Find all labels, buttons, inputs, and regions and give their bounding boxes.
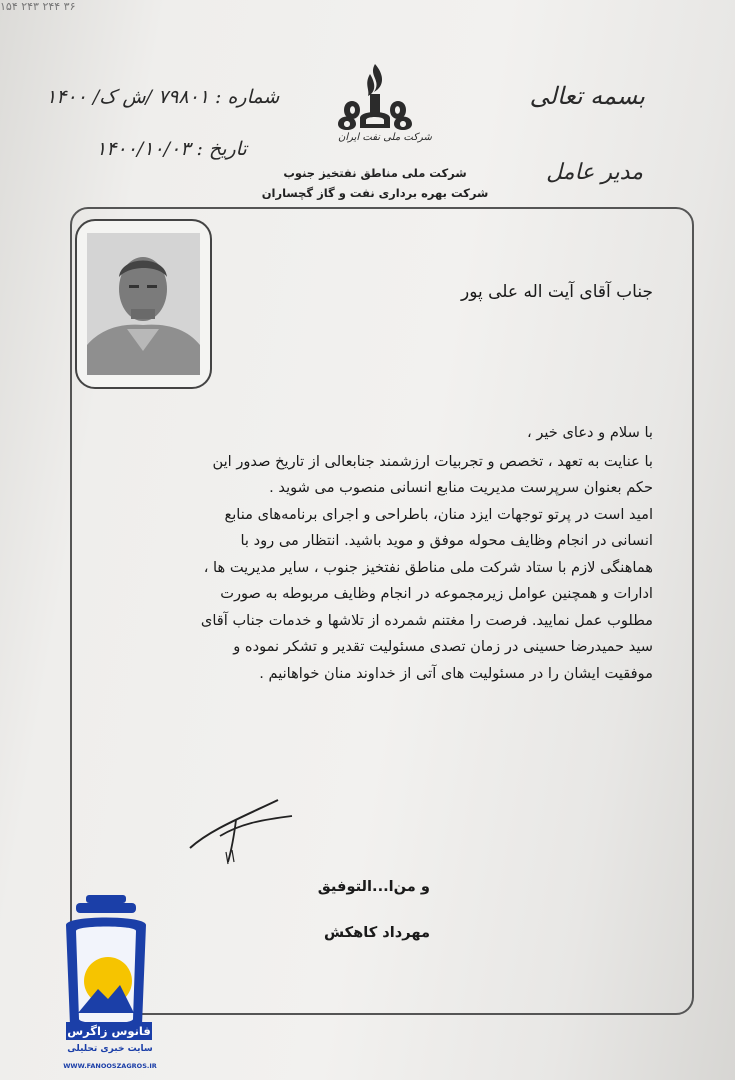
closing-phrase: و من‌ا...التوفیق [317,878,430,895]
company-line-1: شرکت ملی مناطق نفتخیز جنوب [283,166,467,180]
bismillah-heading: بسمه تعالی [529,82,645,110]
watermark-url: WWW.FANOOSZAGROS.IR [63,1062,157,1070]
portrait-photo [87,233,200,375]
body-line: مطلوب عمل نمایید. فرصت را مغتنم شمرده از تلاشها و خدمات جناب آقای [200,611,653,629]
letter-body [108,420,653,687]
body-line: با عنایت به تعهد ، تخصص و تجربیات ارزشمند جنابعالی از تاریخ صدور این [212,452,653,470]
letter-date: تاریخ : ۱۴۰۰/۱۰/۰۳ [96,138,247,160]
nioc-flame-logo [330,58,420,158]
body-line: هماهنگی لازم با ستاد شرکت ملی مناطق نفتخیز جنوب ، سایر مدیریت ها ، [203,558,653,576]
body-line: امید است در پرتو توجهات ایزد منان، باطراحی و اجرای برنامه‌های منابع [224,505,653,523]
photo-frame [75,219,212,389]
watermark-subtitle: سایت خبری تحلیلی [67,1044,153,1054]
signer-name: مهرداد کاهکش [323,924,430,941]
body-line: ادارات و همچنین عوامل زیرمجموعه در انجام وظایف مربوطه به صورت [220,585,653,602]
addressee: جناب آقای آیت اله علی پور [460,282,653,302]
body-line: حکم بعنوان سرپرست مدیریت منابع انسانی منصوب می شوید . [269,479,653,496]
handwritten-signature [180,790,310,870]
watermark-title: فانوس زاگرس [67,1024,151,1038]
managing-director-label: مدیر عامل [546,160,643,185]
body-line: سید حمیدرضا حسینی در زمان تصدی مسئولیت تقدیر و تشکر نموده و [233,638,653,655]
logo-caption: شرکت ملی نفت ایران [338,132,432,143]
top-cropped-text: ۱۵۴ ۲۴۳ ۲۴۴ ۳۶ [0,0,76,13]
body-line: با سلام و دعای خیر ، [527,424,653,441]
company-line-2: شرکت بهره برداری نفت و گاز گچساران [261,186,489,200]
body-line: موفقیت ایشان را در مسئولیت های آتی از خداوند منان خواهانیم . [259,664,653,682]
body-line: انسانی در انجام وظایف محوله موفق و موید باشید. انتظار می رود با [240,532,653,549]
letter-number: شماره : ۷۹۸۰۱ /ش ک/ ۱۴۰۰ [46,86,280,108]
